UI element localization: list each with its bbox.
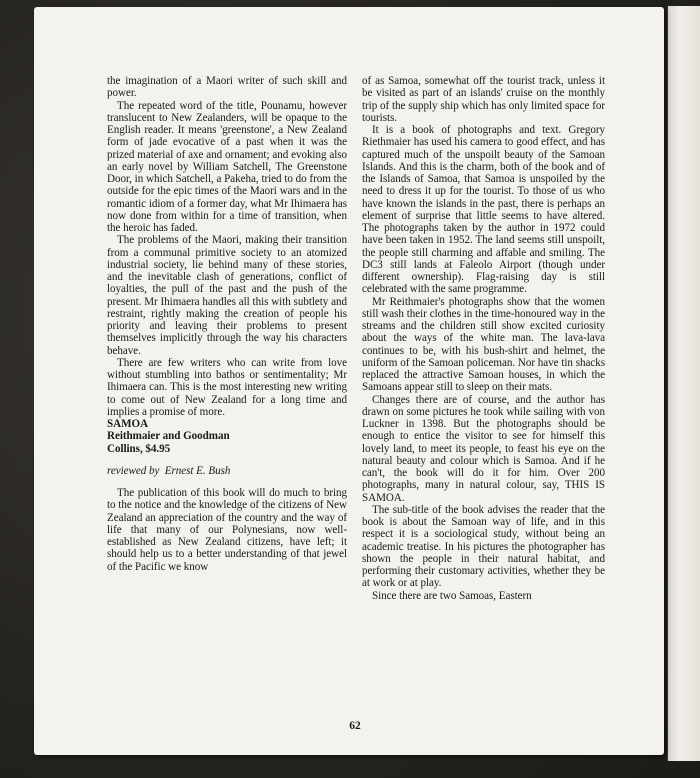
paragraph: It is a book of photographs and text. Gregory Riethmaier has used his camera to good effect, and has captured much of the unspoilt beauty of the Samoan Islands. And this is the charm, both of the book and of the Islands of Samoa, that Samoa is unspoiled by the need to dress it up for the tourist. To those of us who have known the islands in the past, there is perhaps an element of surprise that little seems to have altered. The photographs taken by the author in 1972 could have been taken in 1952. The land seems still unspoilt, the people still charming and affable and smiling. The DC3 still lands at Faleolo Airport (though under different ownership). Flag-raising day is still celebrated with the same programme.	[362, 124, 605, 296]
paragraph: The problems of the Maori, making their transition from a communal primitive society to an atomized industrial society, lie behind many of these stories, and the inevitable clash of generations, conflict of loyalties, the pull of the past and the push of the present. Mr Ihimaera handles all this with subtlety and restraint, rightly making the creation of people his priority and leaving their problems to present themselves implicitly through the way his characters behave.	[107, 234, 347, 357]
paragraph: The repeated word of the title, Pounamu, however translucent to New Zealanders, will be opaque to the English reader. It means 'greenstone', a New Zealand form of jade evocative of a past when it was the prized material of axe and ornament; and evoking also an early novel by William Satchell, The Greenstone Door, in which Satchell, a Pakeha, tried to do from the outside for the epic times of the Maori wars and in the romantic idiom of a former day, what Mr Ihimaera has now done from within for a time of transition, when the heroic has faded.	[107, 99, 347, 234]
book-authors: Reithmaier and Goodman	[107, 430, 230, 443]
paragraph: The sub-title of the book advises the reader that the book is about the Samoan way of life, and in this respect it is a sociological study, without being an academic treatise. In his pictures the photographer has shown the people in their natural habitat, and performing their customary activities, whether they be at work or at play.	[362, 503, 605, 590]
reviewer-name: Ernest E. Bush	[164, 464, 231, 477]
paragraph: of as Samoa, somewhat off the tourist track, unless it be visited as part of an islands' cruise on the monthly trip of the supply ship which has only limited space for tourists.	[362, 75, 605, 124]
reviewer-line	[107, 465, 347, 477]
paragraph: There are few writers who can write from love without stumbling into bathos or sentimentality; Mr Ihimaera can. This is the most interesting new writing to come out of New Zealand for a long time and implies a promise of more.	[107, 356, 347, 418]
right-column	[362, 75, 605, 602]
paragraph: the imagination of a Maori writer of such skill and power.	[107, 75, 347, 100]
paragraph: Mr Reithmaier's photographs show that the women still wash their clothes in the time-honoured way in the streams and the children still show excited curiosity about the ways of the white man. The lava-lava continues to be, with his bush-shirt and helmet, the uniform of the Samoan policeman. Nor have tin shacks replaced the attractive Samoan houses, in which the Samoans appear still to sleep on their mats.	[362, 295, 605, 394]
review-intro: The publication of this book will do much to bring to the notice and the knowledge of the citizens of New Zealand an appreciation of the country and the way of life that many of our Polynesians, now well-established as New Zealand citizens, have left; it should help us to a better understanding of that jewel of the Pacific we know	[107, 487, 347, 573]
paragraph: Since there are two Samoas, Eastern	[372, 589, 532, 602]
left-column	[107, 75, 347, 573]
reviewed-by-label: reviewed by	[107, 464, 160, 477]
next-page-edge	[667, 6, 700, 761]
review-heading: SAMOA	[107, 418, 149, 430]
page-number: 62	[349, 720, 361, 732]
book-publisher-price: Collins, $4.95	[107, 442, 171, 455]
paragraph: Changes there are of course, and the author has drawn on some pictures he took while sailing with von Luckner in 1398. But the photographs should be enough to entice the visitor to see for himself this lovely land, to meet its people, to feast his eye on the natural beauty and colour which is Samoa. And if he can't, the book will do it for him. Over 200 photographs, many in natural colour, say, THIS IS SAMOA.	[362, 393, 605, 504]
